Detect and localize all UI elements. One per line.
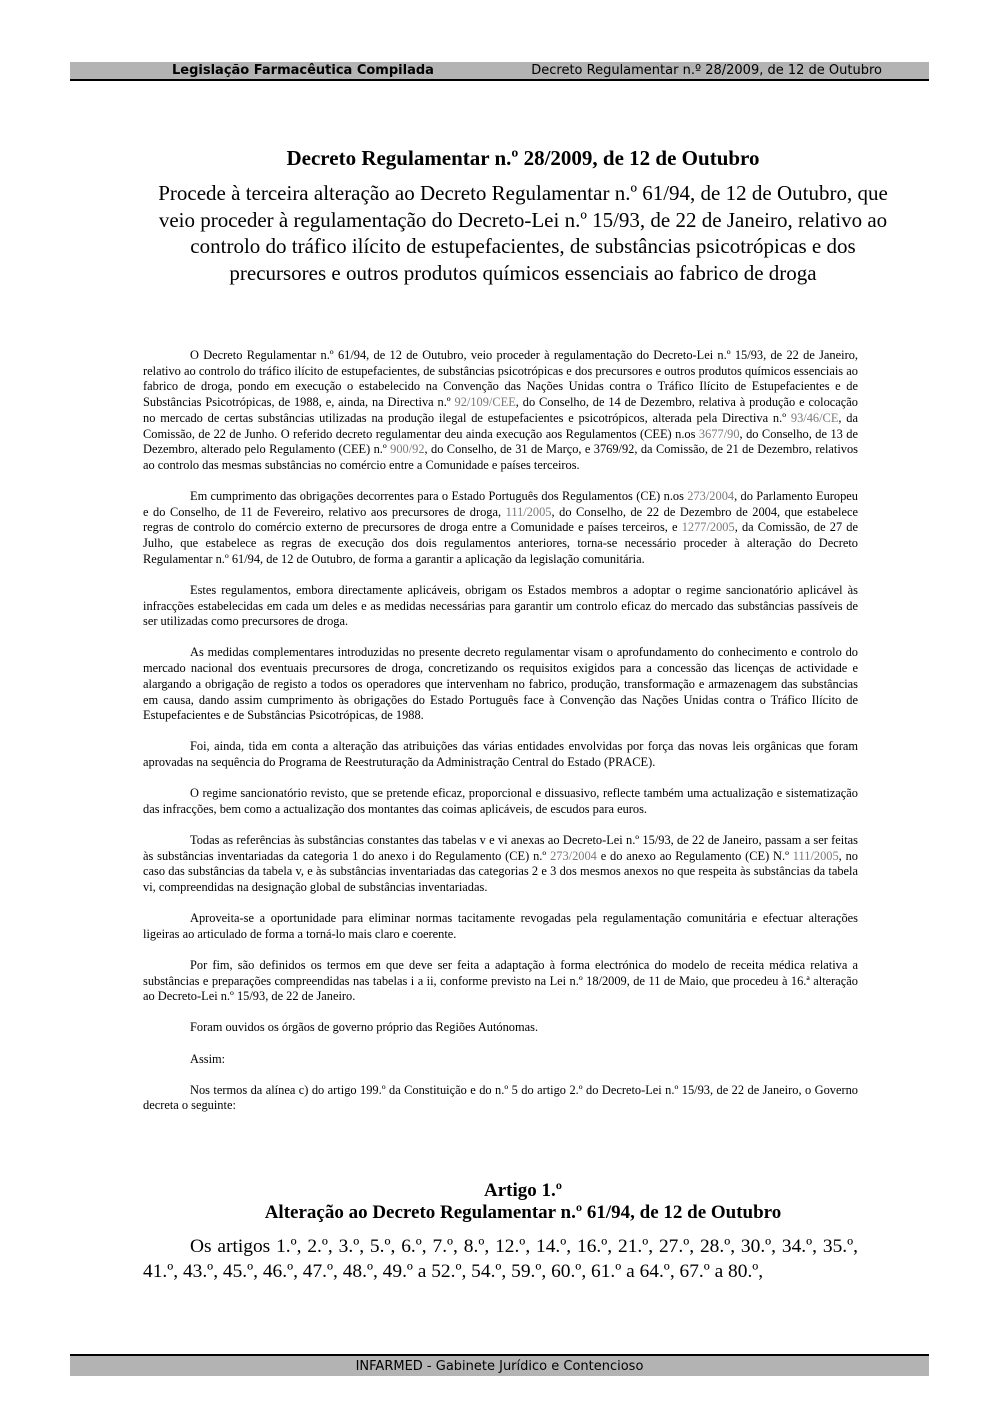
footer-text: INFARMED - Gabinete Jurídico e Contencioso bbox=[355, 1359, 644, 1374]
preamble-paragraph bbox=[143, 786, 858, 817]
paragraph-text: As medidas complementares introduzidas no presente decreto regulamentar visam o aprofundamento do conhecimento e controlo do mercado nacional dos eventuais precursores de droga, concretizando os requisitos exigidos para a concessão das licenças de actividade e alargando a obrigação de registo a todos os operadores que intervenham no fabrico, produção, transformação e armazenagem das substâncias em causa, dando assim cumprimento às obrigações do Estado Português face à Convenção das Nações Unidas contra o Tráfico Ilícito de Estupefacientes e de Substâncias Psicotrópicas, de 1988. bbox=[143, 645, 858, 723]
paragraph-text: Foram ouvidos os órgãos de governo próprio das Regiões Autónomas. bbox=[190, 1020, 539, 1035]
paragraph-text: , do Conselho, de 22 de Dezembro de 2004, que estabelece regras de controlo do comércio externo de precursores de droga entre a Comunidade e países terceiros, e bbox=[143, 504, 858, 535]
paragraph-text: Aproveita-se a oportunidade para eliminar normas tacitamente revogadas pela regulamentação comunitária e efectuar alterações ligeiras ao articulado de forma a torná-lo mais claro e coerente. bbox=[143, 911, 858, 941]
preamble-paragraph bbox=[143, 348, 858, 474]
legislation-reference-link[interactable]: 93/46/CE bbox=[790, 410, 839, 425]
paragraph-text: , da Comissão, de 27 de Julho, que estabelece as regras de execução dos dois regulamentos anteriores, torna-se necessário proceder à alteração do Decreto Regulamentar n.º 61/94, de 12 de Outubro, de forma a garantir a aplicação da legislação comunitária. bbox=[143, 520, 858, 566]
preamble-paragraph bbox=[143, 1083, 858, 1114]
preamble-paragraph bbox=[143, 583, 858, 630]
document-subtitle: Procede à terceira alteração ao Decreto Regulamentar n.º 61/94, de 12 de Outubro, que veio proceder à regulamentação do Decreto-Lei n.º 15/93, de 22 de Janeiro, relativo ao controlo do tráfico ilícito de estupefacientes, de substâncias psicotrópicas e dos precursores e outros produtos químicos essenciais ao fabrico de droga bbox=[158, 181, 888, 285]
preamble-paragraph bbox=[143, 489, 858, 568]
legislation-reference-link[interactable]: 900/92 bbox=[390, 442, 425, 457]
paragraph-text: Nos termos da alínea c) do artigo 199.º da Constituição e do n.º 5 do artigo 2.º do Decreto-Lei n.º 15/93, de 22 de Janeiro, o Governo decreta o seguinte: bbox=[143, 1082, 858, 1113]
paragraph-text: O regime sancionatório revisto, que se pretende eficaz, proporcional e dissuasivo, reflecte também uma actualização e sistematização das infracções, bem como a actualização dos montantes das coimas aplicáveis, de escudos para euros. bbox=[143, 786, 858, 816]
paragraph-text: , do Parlamento Europeu e do Conselho, de 11 de Fevereiro, relativo aos precursores de droga, bbox=[143, 489, 859, 519]
legislation-reference-link[interactable]: 3677/90 bbox=[698, 426, 740, 441]
preamble-paragraph bbox=[143, 958, 858, 1005]
paragraph-text: Todas as referências às substâncias constantes das tabelas v e vi anexas ao Decreto-Lei n.º 15/93, de 22 de Janeiro, passam a ser feitas às substâncias inventariadas da categoria 1 do anexo i do Regulamento (CE) n.º bbox=[143, 832, 858, 863]
page-footer bbox=[70, 1354, 929, 1376]
paragraph-text: e do anexo ao Regulamento (CE) N.º bbox=[596, 848, 793, 863]
paragraph-text: , no caso das substâncias da tabela v, e às substâncias inventariadas das categorias 2 e 3 dos mesmos anexos no que respeita às substâncias da tabela vi, compreendidas na designação global de substâncias inventariadas. bbox=[143, 848, 858, 895]
article-title: Alteração ao Decreto Regulamentar n.º 61/94, de 12 de Outubro bbox=[264, 1202, 782, 1223]
preamble-paragraph bbox=[143, 833, 858, 896]
legislation-reference-link[interactable]: 111/2005 bbox=[792, 848, 839, 863]
preamble-paragraph bbox=[143, 739, 858, 770]
preamble bbox=[143, 348, 858, 1129]
paragraph-text: Foi, ainda, tida em conta a alteração das atribuições das várias entidades envolvidas por força das novas leis orgânicas que foram aprovadas na sequência do Programa de Reestruturação da Administração Central do Estado (PRACE). bbox=[143, 739, 858, 770]
preamble-paragraph bbox=[143, 1020, 858, 1036]
paragraph-text: , do Conselho, de 31 de Março, e 3769/92, da Comissão, de 21 de Dezembro, relativos ao controlo das mesmas substâncias no comércio entre a Comunidade e países terceiros. bbox=[143, 442, 859, 472]
legislation-reference-link[interactable]: 1277/2005 bbox=[681, 520, 735, 535]
paragraph-text: , da Comissão, de 22 de Junho. O referido decreto regulamentar deu ainda execução aos Regulamentos (CEE) n.os bbox=[143, 410, 859, 441]
legislation-reference-link[interactable]: 273/2004 bbox=[550, 848, 597, 863]
legislation-reference-link[interactable]: 111/2005 bbox=[505, 504, 552, 519]
paragraph-text: , do Conselho, de 14 de Dezembro, relativa à produção e colocação no mercado de certas substâncias utilizadas na produção ilegal de estupefacientes e psicotrópicos, alterada pela Directiva n.º bbox=[143, 395, 858, 425]
paragraph-text: Estes regulamentos, embora directamente aplicáveis, obrigam os Estados membros a adoptar o regime sancionatório aplicável às infracções estabelecidas em cada um deles e as medidas necessárias para garantir um controlo eficaz do mercado das substâncias passíveis de ser utilizadas como precursores de droga. bbox=[143, 582, 858, 629]
paragraph-text: Em cumprimento das obrigações decorrentes para o Estado Português dos Regulamentos (CE) n.os bbox=[190, 489, 688, 504]
paragraph-text: , do Conselho, de 13 de Dezembro, alterado pelo Regulamento (CEE) n.º bbox=[143, 426, 858, 457]
legislation-reference-link[interactable]: 273/2004 bbox=[687, 489, 735, 504]
page-header bbox=[70, 62, 929, 81]
preamble-paragraph bbox=[143, 1052, 858, 1068]
article-text: Os artigos 1.º, 2.º, 3.º, 5.º, 6.º, 7.º, 8.º, 12.º, 14.º, 16.º, 21.º, 27.º, 28.º, 30.º, 34.º, 35.º, 41.º, 43.º, 45.º, 46.º, 47.º, 48.º, 49.º a 52.º, 54.º, 59.º, 60.º, 61.º a 64.º, 67.º a 80.º, bbox=[143, 1236, 858, 1282]
paragraph-text: Por fim, são definidos os termos em que deve ser feita a adaptação à forma electrónica do modelo de receita médica relativa a substâncias e preparações compreendidas nas tabelas i a ii, conforme previsto na Lei n.º 18/2009, de 11 de Maio, que procedeu à 16.ª alteração ao Decreto-Lei n.º 15/93, de 22 de Janeiro. bbox=[143, 957, 858, 1004]
preamble-paragraph bbox=[143, 645, 858, 724]
article-number: Artigo 1.º bbox=[483, 1180, 563, 1201]
header-document-title: Decreto Regulamentar n.º 28/2009, de 12 de Outubro bbox=[531, 63, 882, 78]
paragraph-text: O Decreto Regulamentar n.º 61/94, de 12 de Outubro, veio proceder à regulamentação do Decreto-Lei n.º 15/93, de 22 de Janeiro, relativo ao controlo do tráfico ilícito de estupefacientes, de substâncias psicotrópicas e dos precursores e outros produtos químicos essenciais ao fabrico de droga, pondo em execução o estabelecido na Convenção das Nações Unidas contra o Tráfico Ilícito de Estupefacientes e de Substâncias Psicotrópicas, de 1988, e, ainda, na Directiva n.º bbox=[143, 348, 858, 410]
preamble-paragraph bbox=[143, 911, 858, 942]
header-collection-title: Legislação Farmacêutica Compilada bbox=[172, 63, 434, 78]
document-title: Decreto Regulamentar n.º 28/2009, de 12 de Outubro bbox=[286, 146, 760, 170]
paragraph-text: Assim: bbox=[190, 1051, 226, 1066]
legislation-reference-link[interactable]: 92/109/CEE bbox=[454, 395, 516, 410]
